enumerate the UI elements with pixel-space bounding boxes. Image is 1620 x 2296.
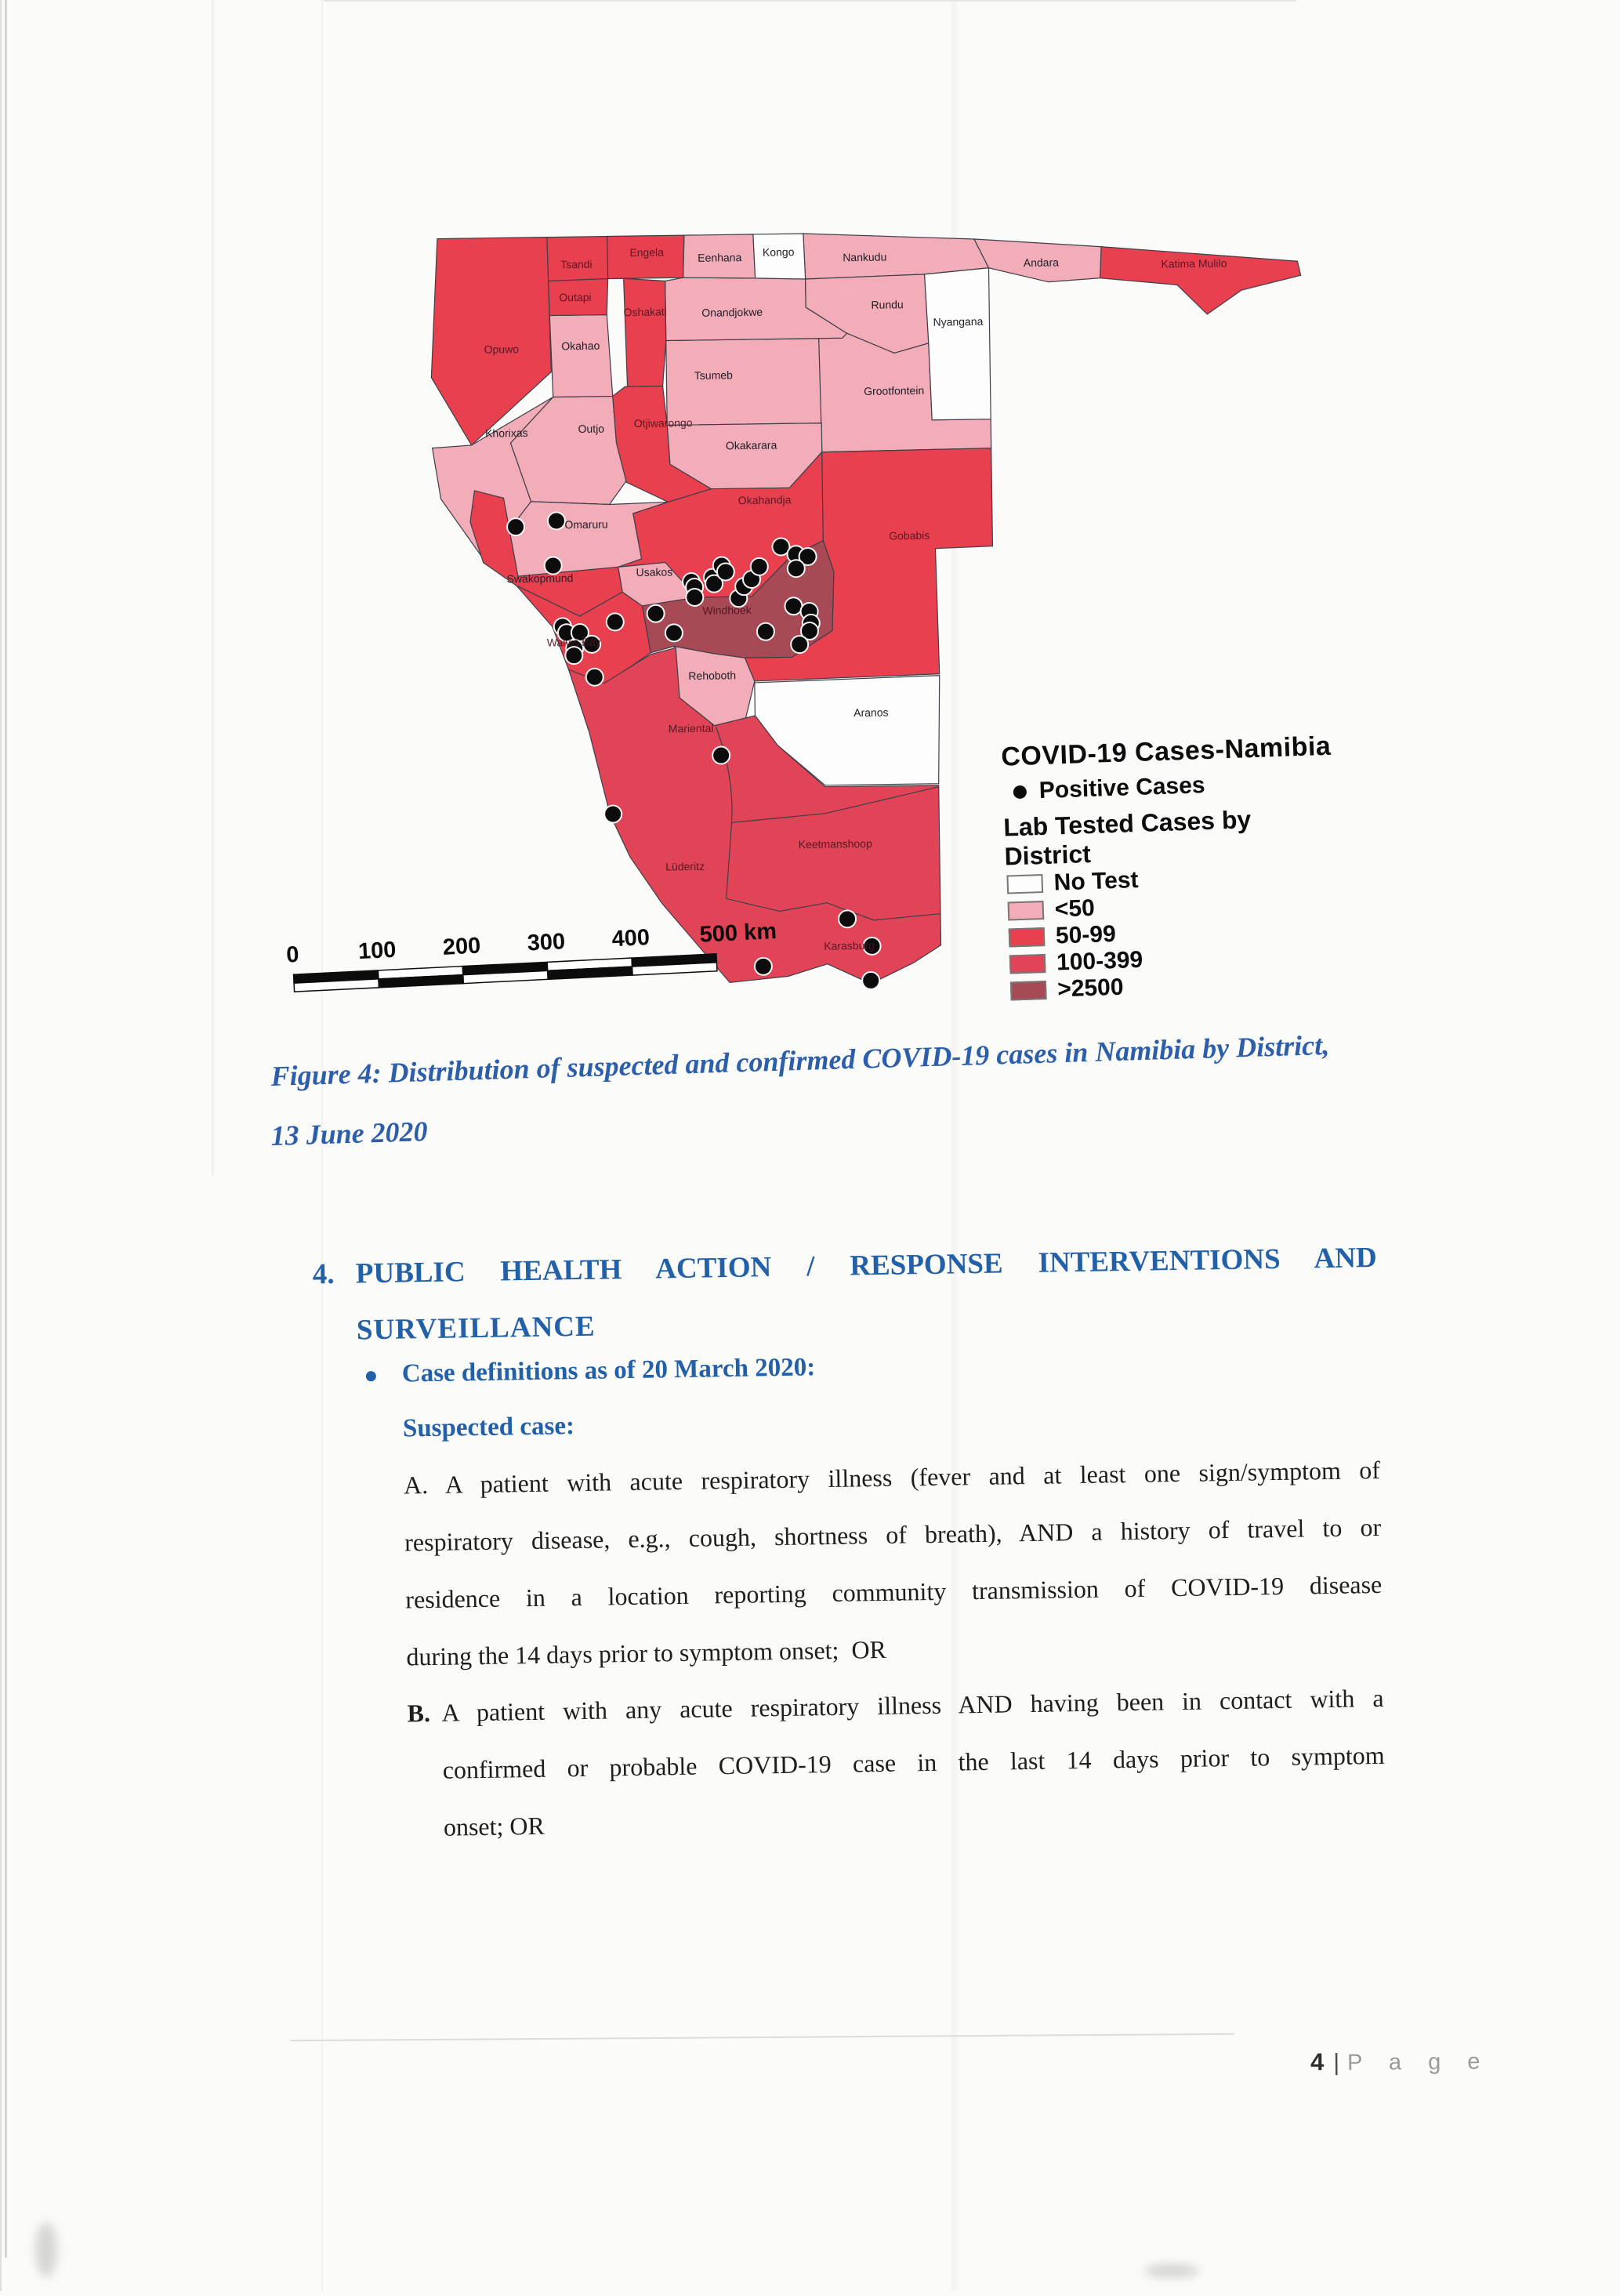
district-label-oshakati: Oshakati — [623, 305, 667, 319]
district-label-otjiwarongo: Otjiwarongo — [633, 416, 693, 430]
suspected-case-item-a — [404, 1456, 1383, 1700]
district-label-outjo: Outjo — [578, 422, 605, 436]
district-label-windhoek: Windhoek — [702, 603, 752, 617]
district-label-aranos: Aranos — [853, 705, 889, 720]
body-text-line: respiratory disease, e.g., cough, shortness of breath), AND a history of travel to or — [404, 1512, 1382, 1557]
district-label-gobabis: Gobabis — [889, 528, 930, 542]
body-text-line: A. A patient with acute respiratory illness (fever and at least one sign/symptom of — [403, 1455, 1381, 1500]
legend-class-label: No Test — [1053, 867, 1140, 896]
district-label-keetmanshoop: Keetmanshoop — [798, 836, 872, 851]
district-label-rundu: Rundu — [871, 298, 904, 311]
legend-class-label: 100-399 — [1056, 946, 1143, 976]
district-label-swakopmund: Swakopmund — [506, 571, 574, 586]
legend-class-label: <50 — [1054, 894, 1096, 923]
district-label-okahao: Okahao — [561, 339, 600, 353]
district-label-rehoboth: Rehoboth — [688, 669, 737, 683]
district-label-katima: Katima Mulilo — [1161, 256, 1227, 270]
footer-page-word: P a g e — [1346, 2048, 1491, 2076]
body-text-line: during the 14 days prior to symptom onset; OR — [406, 1634, 887, 1671]
case-definitions-heading: Case definitions as of 20 March 2020: — [401, 1353, 816, 1388]
district-label-okahandja: Okahandja — [738, 493, 792, 507]
legend-positive-label: Positive Cases — [1038, 772, 1206, 804]
scale-tick-label: 200 — [442, 933, 482, 960]
figure-caption-line2: 13 June 2020 — [270, 1115, 429, 1152]
body-text-line: A patient with any acute respiratory illness AND having been in contact with a — [441, 1683, 1384, 1727]
district-label-okakarara: Okakarara — [725, 438, 777, 452]
district-label-onandjokwe: Onandjokwe — [701, 305, 763, 319]
item-b-label: B. — [407, 1699, 431, 1728]
figure-caption-line1: Figure 4: Distribution of suspected and confirmed COVID-19 cases in Namibia by District, — [270, 1028, 1330, 1092]
district-label-andara: Andara — [1023, 256, 1060, 270]
suspected-case-heading: Suspected case: — [402, 1412, 575, 1443]
footer-separator: | — [1333, 2049, 1340, 2076]
section-number: 4. — [312, 1257, 335, 1291]
district-label-outapi: Outapi — [559, 290, 592, 304]
scale-tick-label: 100 — [357, 937, 397, 965]
legend-class-label: 50-99 — [1055, 920, 1117, 949]
district-label-karasburg: Karasburg — [824, 938, 875, 952]
district-label-nyangana: Nyangana — [933, 314, 984, 328]
section-title-line1: PUBLIC HEALTH ACTION / RESPONSE INTERVENTIONS AND — [355, 1241, 1377, 1290]
scale-tick-label: 400 — [611, 924, 651, 952]
district-label-grootfontein: Grootfontein — [864, 383, 925, 397]
item-b-lines — [441, 1684, 1386, 1870]
district-label-engela: Engela — [629, 245, 665, 259]
body-text-line: confirmed or probable COVID-19 case in the last 14 days prior to symptom — [442, 1740, 1385, 1784]
district-label-omaruru: Omaruru — [564, 517, 608, 531]
suspected-case-item-b — [407, 1684, 1386, 1871]
scale-tick-label: 300 — [526, 929, 566, 956]
legend-class-label: >2500 — [1056, 974, 1125, 1003]
scale-tick-label: 0 — [285, 941, 300, 968]
district-label-mariental: Mariental — [668, 721, 714, 735]
district-label-opuwo: Opuwo — [484, 343, 520, 356]
page-footer — [1310, 2047, 1491, 2077]
district-label-kongo: Kongo — [762, 245, 795, 259]
district-label-eenhana: Eenhana — [698, 251, 742, 264]
district-label-nankudu: Nankudu — [843, 250, 887, 264]
district-label-luderitz: Lüderitz — [665, 859, 705, 873]
scale-tick-label: 500 km — [698, 919, 777, 948]
bullet-icon — [366, 1371, 376, 1381]
district-label-walvisbay: Walvis Bay — [546, 635, 601, 649]
section-title-line2: SURVEILLANCE — [356, 1310, 596, 1347]
district-label-tsumeb: Tsumeb — [694, 368, 733, 382]
district-label-tsandi: Tsandi — [560, 257, 593, 271]
district-label-usakos: Usakos — [636, 565, 673, 579]
body-text-line: residence in a location reporting community transmission of COVID-19 disease — [405, 1569, 1383, 1614]
legend-title: COVID-19 Cases-Namibia — [1000, 731, 1332, 772]
legend-subtitle: Lab Tested Cases by District — [1002, 805, 1252, 871]
district-label-khorixas: Khorixas — [485, 426, 528, 440]
page-number: 4 — [1310, 2048, 1325, 2077]
body-text-line: onset; OR — [443, 1811, 545, 1841]
